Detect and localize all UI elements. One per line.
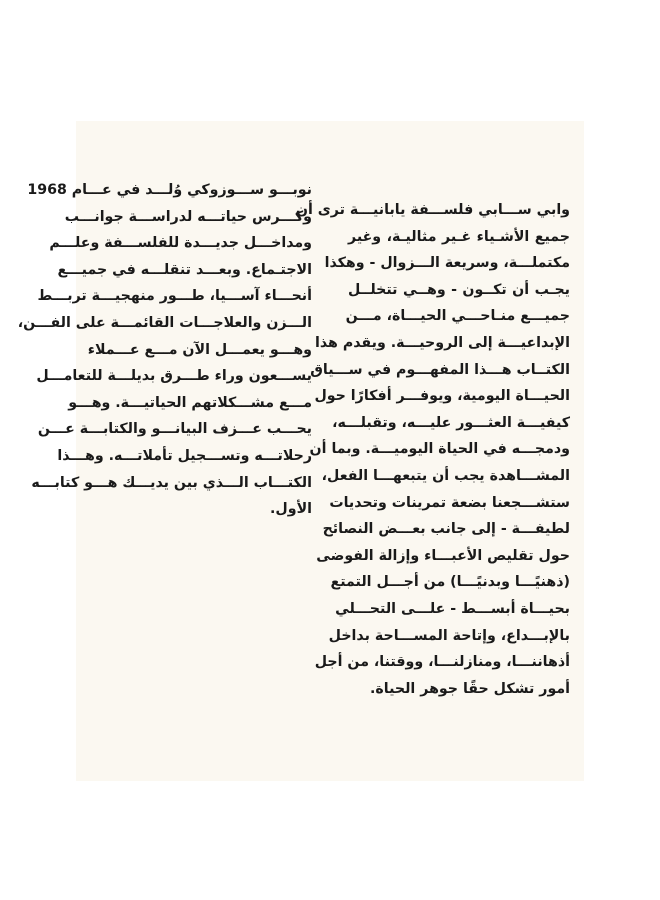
description-line-6: الإبداعيـــة إلى الروحيـــة. ويقدم هذا bbox=[315, 334, 570, 351]
bio-line-10: يحـــب عـــزف البيانـــو والكتابـــة عـــن bbox=[37, 421, 312, 438]
description-line-2: جميع الأشـياء غـير مثاليـة، وغير bbox=[348, 228, 570, 245]
description-line-3: مكتملـــة، وسريعة الـــزوال - وهكذا bbox=[324, 255, 570, 272]
description-line-11: المشـــاهدة يجب أن يتبعهـــا الفعل، bbox=[321, 467, 570, 484]
bio-line-12: الكتـــاب الـــذي بين يديـــك هـــو كتابـــه bbox=[31, 474, 312, 491]
bio-line-8: يســـعون وراء طـــرق بديلـــة للتعامـــل bbox=[36, 368, 312, 385]
bio-line-11: رحلاتـــه وتســـجيل تأملاتـــه. وهـــذا bbox=[57, 447, 312, 464]
bio-line-13: الأول. bbox=[270, 501, 312, 518]
description-column bbox=[295, 197, 570, 702]
description-line-17: بالإبـــداع، وإتاحة المســـاحة بداخل bbox=[328, 627, 570, 644]
author-bio-column bbox=[17, 177, 312, 523]
bio-line-6: الـــزن والعلاجـــات القائمـــة على الفـــن، bbox=[17, 314, 312, 331]
description-line-19: أمور تشكل حقًا جوهر الحياة. bbox=[370, 680, 570, 697]
bio-line-3: ومداخـــل جديـــدة للفلســـفة وعلـــم bbox=[49, 235, 312, 252]
bio-line-9: مـــع مشـــكلاتهم الحياتيـــة. وهـــو bbox=[68, 394, 312, 411]
bio-line-1: نوبـــو ســـوزوكي وُلـــد في عـــام 1968 bbox=[27, 182, 312, 198]
description-line-10: ودمجـــه في الحياة اليوميـــة. وبما أن bbox=[309, 441, 570, 458]
description-line-7: الكتــاب هـــذا المفهـــوم في ســـياق bbox=[310, 361, 570, 378]
description-line-5: جميـــع منـاحـــي الحيـــاة، مـــن bbox=[345, 308, 570, 325]
book-page bbox=[17, 121, 584, 781]
bio-line-5: أنحـــاء آســـيا، طـــور منهجيـــة تربـــط bbox=[37, 288, 312, 305]
description-line-13: لطيفـــة - إلى جانب بعـــض النصائح bbox=[322, 521, 570, 538]
bio-line-7: وهـــو يعمـــل الآن مـــع عـــملاء bbox=[87, 341, 312, 358]
bio-line-4: الاجتـماع. وبعـــد تنقلـــه في جميـــع bbox=[57, 261, 312, 278]
description-line-9: كيفيـــة العثـــور عليـــه، وتقبلـــه، bbox=[332, 414, 570, 431]
description-line-8: الحيـــاة اليومية، ويوفـــر أفكارًا حول bbox=[314, 388, 570, 405]
bio-line-2: وكـــرس حياتـــه لدراســـة جوانـــب bbox=[64, 208, 312, 225]
description-line-4: يجـب أن تكــون - وهــي تتخلــل bbox=[348, 281, 570, 298]
description-line-12: ستشـــجعنا بضعة تمرينات وتحديات bbox=[329, 494, 570, 511]
description-line-14: حول تقليص الأعبـــاء وإزالة الفوضى bbox=[316, 547, 570, 564]
description-line-18: أذهاننـــا، ومنازلنـــا، ووقتنا، من أجل bbox=[314, 654, 570, 671]
description-line-16: بحيـــاة أبســـط - علـــى التحـــلي bbox=[335, 600, 570, 617]
description-line-1: وابي ســـابي فلســـفة يابانيـــة ترى أن bbox=[295, 202, 570, 218]
description-line-15: (ذهنيًـــا وبدنيًـــا) من أجـــل التمتع bbox=[330, 574, 570, 591]
